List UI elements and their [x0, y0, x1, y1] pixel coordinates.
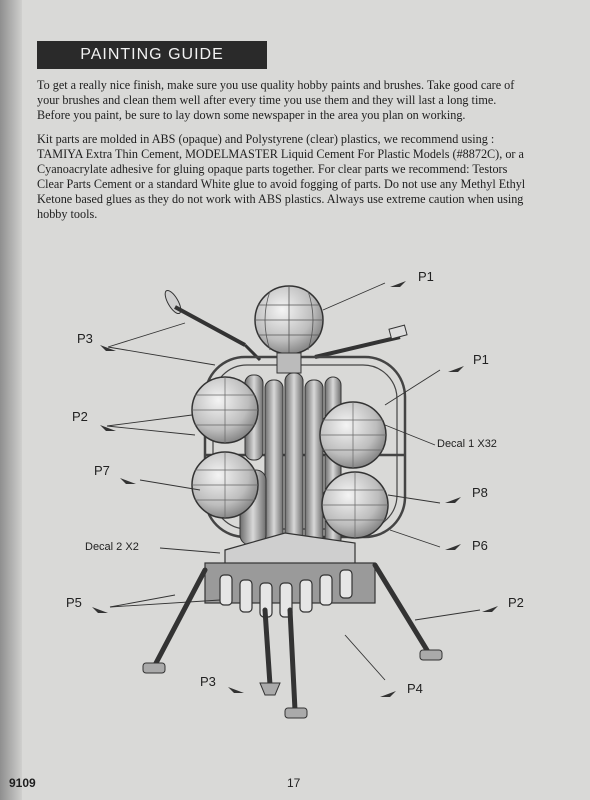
intro-text: [37, 78, 532, 231]
callout-p3-bottom: P3: [200, 674, 216, 689]
callout-p8: P8: [472, 485, 488, 500]
callout-p1-right: P1: [473, 352, 489, 367]
section-header: [37, 41, 267, 69]
base-platform: [205, 533, 375, 617]
paragraph-finish: To get a really nice finish, make sure you use quality hobby paints and brushes. Take good care of your brushes and clean them well after every time you use them and they will last a long time. Before you paint, be sure to lay down some newspaper in the area you plan on working.: [37, 78, 515, 122]
callout-decal2: Decal 2 X2: [85, 541, 139, 553]
page-binding-shadow: [0, 0, 22, 800]
spacecraft-illustration: [55, 265, 535, 725]
footer-page-number: 17: [287, 776, 301, 790]
callout-p1-top: P1: [418, 269, 434, 284]
right-boom: [315, 325, 407, 357]
antenna-dish: [162, 288, 260, 360]
callout-p2-left: P2: [72, 409, 88, 424]
footer-product-code: 9109: [9, 776, 36, 790]
callout-decal1: Decal 1 X32: [437, 438, 497, 450]
callout-p3-left: P3: [77, 331, 93, 346]
paragraph-glue: Kit parts are molded in ABS (opaque) and Polystyrene (clear) plastics, we recommend using : TAMIYA Extra Thin Cement, MODELMASTER Liquid Cement For Plastic Models (#8872C), or a Cyanoacrylate adhesive for gluing opaque parts together. For clear parts we recommend: Testors Clear Parts Cement or a standard White glue to avoid fogging of parts. Do not use any Methyl Ethyl Ketone based glues as they do not work with ABS plastics. Always use extreme caution when using hobby tools.: [37, 132, 526, 221]
section-title: PAINTING GUIDE: [80, 46, 224, 63]
top-sphere: [255, 286, 323, 373]
callout-p6: P6: [472, 538, 488, 553]
callout-p2-right: P2: [508, 595, 524, 610]
callout-p7: P7: [94, 463, 110, 478]
callout-p5: P5: [66, 595, 82, 610]
callout-p4: P4: [407, 681, 423, 696]
